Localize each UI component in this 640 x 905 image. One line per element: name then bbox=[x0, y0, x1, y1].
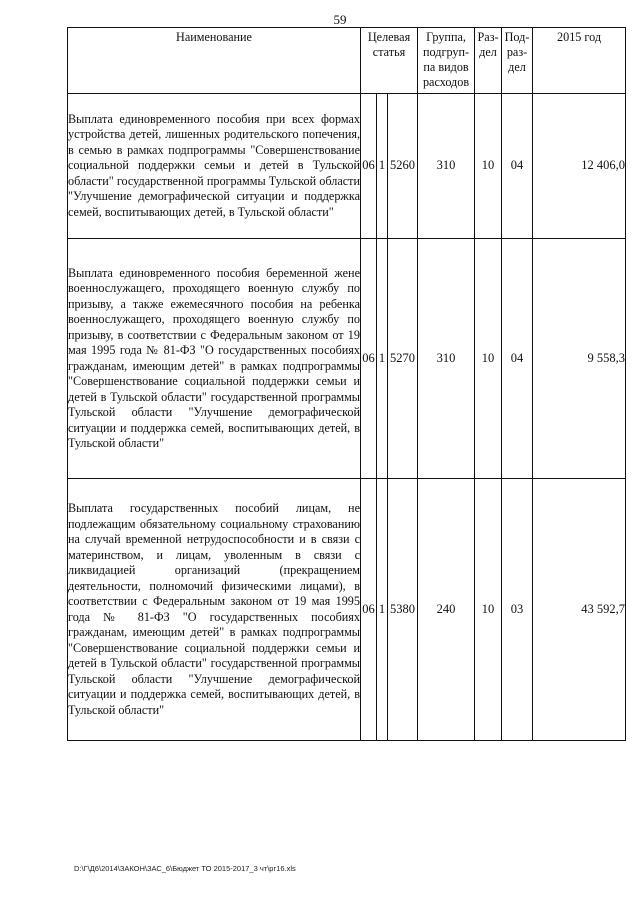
row-program-code: 06 bbox=[361, 94, 377, 239]
table-row bbox=[68, 239, 626, 479]
row-section: 10 bbox=[475, 479, 502, 741]
budget-table bbox=[67, 27, 626, 741]
row-amount: 9 558,3 bbox=[533, 239, 626, 479]
row-section: 10 bbox=[475, 94, 502, 239]
row-name: Выплата единовременного пособия беременной жене военнослужащего, проходящего военную службу по призыву, а также ежемесячного пособия на ребенка военнослужащего, проходящего военную службу по призыву, в соответствии с Федеральным законом от 19 мая 1995 года № 81-ФЗ "О государственных пособиях гражданам, имеющим детей" в рамках подпрограммы "Совершенствование социальной поддержки семьи и детей в Тульской области" государственной программы Тульской области "Улучшение демографической ситуации и поддержка семей, воспитывающих детей, в Тульской области" bbox=[68, 239, 361, 479]
row-direction-code: 5270 bbox=[388, 239, 418, 479]
row-subsection: 03 bbox=[502, 479, 533, 741]
row-expense-group: 310 bbox=[418, 94, 475, 239]
header-name: Наименование bbox=[68, 28, 361, 94]
row-amount: 43 592,7 bbox=[533, 479, 626, 741]
table-row bbox=[68, 479, 626, 741]
table-row bbox=[68, 94, 626, 239]
row-program-code: 06 bbox=[361, 239, 377, 479]
header-section: Раз-дел bbox=[475, 28, 502, 94]
header-year: 2015 год bbox=[533, 28, 626, 94]
row-subsection: 04 bbox=[502, 239, 533, 479]
header-target-article: Целевая статья bbox=[361, 28, 418, 94]
table-header-row bbox=[68, 28, 626, 94]
row-amount: 12 406,0 bbox=[533, 94, 626, 239]
header-subsection: Под-раз-дел bbox=[502, 28, 533, 94]
header-expense-group: Группа, подгруп-па видов расходов bbox=[418, 28, 475, 94]
row-expense-group: 310 bbox=[418, 239, 475, 479]
row-subprogram-code: 1 bbox=[377, 94, 388, 239]
row-direction-code: 5380 bbox=[388, 479, 418, 741]
row-expense-group: 240 bbox=[418, 479, 475, 741]
file-path-footer: D:\Г\Д6\2014\ЗАКОН\ЗАС_6\Бюджет ТО 2015-2017_3 чт\рг16.xls bbox=[74, 864, 296, 873]
row-subprogram-code: 1 bbox=[377, 479, 388, 741]
row-program-code: 06 bbox=[361, 479, 377, 741]
row-subsection: 04 bbox=[502, 94, 533, 239]
row-name: Выплата государственных пособий лицам, не подлежащим обязательному социальному страхованию на случай временной нетрудоспособности и в связи с материнством, и лицам, уволенным в связи с ликвидацией организаций (прекращением деятельности, полномочий физическими лицами), в соответствии с Федеральным законом от 19 мая 1995 года № 81-ФЗ "О государственных пособиях гражданам, имеющим детей" в рамках подпрограммы "Совершенствование социальной поддержки семьи и детей в Тульской области" государственной программы Тульской области "Улучшение демографической ситуации и поддержка семей, воспитывающих детей, в Тульской области" bbox=[68, 479, 361, 741]
page-number: 59 bbox=[333, 12, 347, 27]
row-subprogram-code: 1 bbox=[377, 239, 388, 479]
row-direction-code: 5260 bbox=[388, 94, 418, 239]
row-name: Выплата единовременного пособия при всех формах устройства детей, лишенных родительского попечения, в семью в рамках подпрограммы "Совершенствование социальной поддержки семьи и детей в Тульской области" государственной программы Тульской области "Улучшение демографической ситуации и поддержка семей, воспитывающих детей, в Тульской области" bbox=[68, 94, 361, 239]
row-section: 10 bbox=[475, 239, 502, 479]
